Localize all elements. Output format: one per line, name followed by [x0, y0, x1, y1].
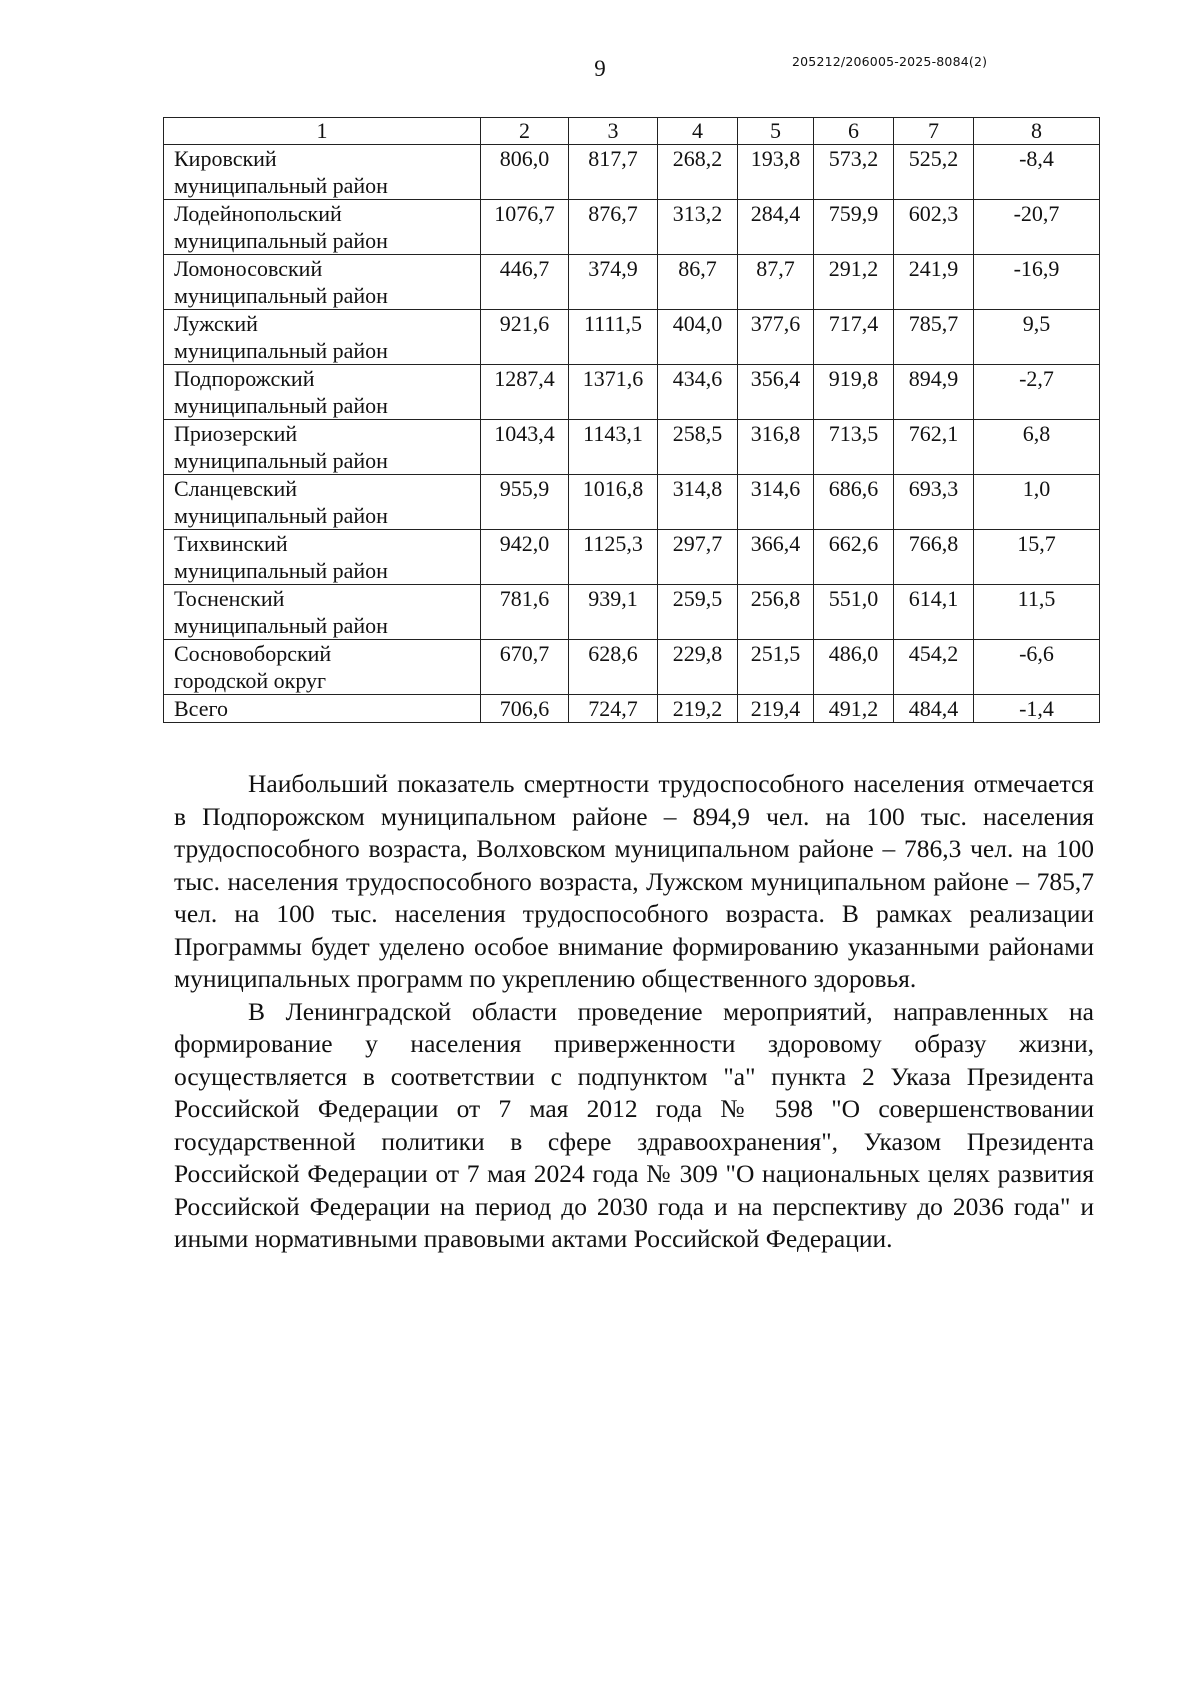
- value-cell: 314,8: [658, 475, 738, 530]
- total-label: Всего: [164, 695, 481, 723]
- value-cell: 297,7: [658, 530, 738, 585]
- value-cell: 9,5: [974, 310, 1100, 365]
- district-name-line: Сосновоборский: [174, 641, 332, 666]
- value-cell: 573,2: [814, 145, 894, 200]
- district-name: [164, 255, 481, 310]
- value-cell: 256,8: [738, 585, 814, 640]
- value-cell: 284,4: [738, 200, 814, 255]
- value-cell: 87,7: [738, 255, 814, 310]
- value-cell: 817,7: [569, 145, 658, 200]
- district-name: [164, 475, 481, 530]
- value-cell: 693,3: [894, 475, 974, 530]
- value-cell: 717,4: [814, 310, 894, 365]
- table-row: [164, 200, 1100, 255]
- value-cell: 939,1: [569, 585, 658, 640]
- district-type-line: муниципальный район: [174, 338, 388, 363]
- document-id: 205212/206005-2025-8084(2): [792, 54, 988, 69]
- value-cell: 670,7: [481, 640, 569, 695]
- district-type-line: муниципальный район: [174, 613, 388, 638]
- value-cell: 1371,6: [569, 365, 658, 420]
- value-cell: 686,6: [814, 475, 894, 530]
- value-cell: -6,6: [974, 640, 1100, 695]
- district-name: [164, 310, 481, 365]
- value-cell: 259,5: [658, 585, 738, 640]
- table-row: [164, 585, 1100, 640]
- value-cell: 486,0: [814, 640, 894, 695]
- table-row: [164, 530, 1100, 585]
- column-header: 6: [814, 118, 894, 145]
- value-cell: 1125,3: [569, 530, 658, 585]
- value-cell: 434,6: [658, 365, 738, 420]
- value-cell: 1076,7: [481, 200, 569, 255]
- district-type-line: муниципальный район: [174, 283, 388, 308]
- value-cell: 268,2: [658, 145, 738, 200]
- page-number: 9: [594, 56, 606, 81]
- value-cell: 662,6: [814, 530, 894, 585]
- district-name: [164, 530, 481, 585]
- table-row: [164, 420, 1100, 475]
- value-cell: 454,2: [894, 640, 974, 695]
- column-header: 7: [894, 118, 974, 145]
- district-name: [164, 420, 481, 475]
- district-type-line: муниципальный район: [174, 173, 388, 198]
- value-cell: 955,9: [481, 475, 569, 530]
- value-cell: 1043,4: [481, 420, 569, 475]
- value-cell: 921,6: [481, 310, 569, 365]
- value-cell: 766,8: [894, 530, 974, 585]
- table-row: [164, 145, 1100, 200]
- value-cell: 258,5: [658, 420, 738, 475]
- value-cell: 876,7: [569, 200, 658, 255]
- value-cell: 1143,1: [569, 420, 658, 475]
- value-cell: 404,0: [658, 310, 738, 365]
- value-cell: 602,3: [894, 200, 974, 255]
- paragraph: В Ленинградской области проведение мероприятий, направленных на формирование у населения приверженности здоровому образу жизни, осуществляется в соответствии с подпунктом "а" пункта 2 Указа Президента Российской Федерации от 7 мая 2012 года № 598 "О совершенствовании государственной политики в сфере здравоохранения", Указом Президента Российской Федерации от 7 мая 2024 года № 309 "О национальных целях развития Российской Федерации на период до 2030 года и на перспективу до 2036 года" и иными нормативными правовыми актами Российской Федерации.: [174, 996, 1094, 1253]
- value-cell: 525,2: [894, 145, 974, 200]
- value-cell: 374,9: [569, 255, 658, 310]
- value-cell: 6,8: [974, 420, 1100, 475]
- mortality-table: [163, 117, 1100, 723]
- table-row: [164, 310, 1100, 365]
- district-type-line: муниципальный район: [174, 393, 388, 418]
- total-value-cell: 484,4: [894, 695, 974, 723]
- value-cell: 193,8: [738, 145, 814, 200]
- district-name-line: Ломоносовский: [174, 256, 323, 281]
- value-cell: -20,7: [974, 200, 1100, 255]
- total-value-cell: 724,7: [569, 695, 658, 723]
- district-type-line: муниципальный район: [174, 228, 388, 253]
- body-text: [174, 768, 1094, 1256]
- total-value-cell: -1,4: [974, 695, 1100, 723]
- value-cell: 713,5: [814, 420, 894, 475]
- value-cell: 785,7: [894, 310, 974, 365]
- value-cell: 316,8: [738, 420, 814, 475]
- value-cell: 229,8: [658, 640, 738, 695]
- value-cell: 762,1: [894, 420, 974, 475]
- column-header: 2: [481, 118, 569, 145]
- value-cell: 551,0: [814, 585, 894, 640]
- total-value-cell: 219,2: [658, 695, 738, 723]
- value-cell: 1,0: [974, 475, 1100, 530]
- district-name-line: Лодейнопольский: [174, 201, 342, 226]
- district-type-line: муниципальный район: [174, 448, 388, 473]
- district-name: [164, 365, 481, 420]
- value-cell: 781,6: [481, 585, 569, 640]
- district-name-line: Тихвинский: [174, 531, 288, 556]
- table-header-row: [164, 118, 1100, 145]
- value-cell: 942,0: [481, 530, 569, 585]
- total-row: [164, 695, 1100, 723]
- value-cell: 86,7: [658, 255, 738, 310]
- total-value-cell: 491,2: [814, 695, 894, 723]
- value-cell: 251,5: [738, 640, 814, 695]
- district-name: [164, 585, 481, 640]
- district-name-line: Тосненский: [174, 586, 285, 611]
- district-name-line: Приозерский: [174, 421, 298, 446]
- value-cell: 1111,5: [569, 310, 658, 365]
- paragraph: Наибольший показатель смертности трудоспособного населения отмечается в Подпорожском муниципальном районе – 894,9 чел. на 100 тыс. населения трудоспособного возраста, Волховском муниципальном районе – 786,3 чел. на 100 тыс. населения трудоспособного возраста, Лужском муниципальном районе – 785,7 чел. на 100 тыс. населения трудоспособного возраста. В рамках реализации Программы будет уделено особое внимание формированию указанными районами муниципальных программ по укреплению общественного здоровья.: [174, 769, 1094, 993]
- column-header: 1: [164, 118, 481, 145]
- district-name: [164, 200, 481, 255]
- value-cell: 614,1: [894, 585, 974, 640]
- value-cell: 894,9: [894, 365, 974, 420]
- district-name: [164, 145, 481, 200]
- table-row: [164, 255, 1100, 310]
- total-value-cell: 706,6: [481, 695, 569, 723]
- value-cell: 919,8: [814, 365, 894, 420]
- value-cell: 806,0: [481, 145, 569, 200]
- table-row: [164, 365, 1100, 420]
- value-cell: 759,9: [814, 200, 894, 255]
- value-cell: -8,4: [974, 145, 1100, 200]
- value-cell: -16,9: [974, 255, 1100, 310]
- value-cell: 446,7: [481, 255, 569, 310]
- district-name-line: Сланцевский: [174, 476, 297, 501]
- value-cell: 628,6: [569, 640, 658, 695]
- district-type-line: муниципальный район: [174, 503, 388, 528]
- value-cell: 241,9: [894, 255, 974, 310]
- value-cell: -2,7: [974, 365, 1100, 420]
- district-name-line: Лужский: [174, 311, 258, 336]
- district-name-line: Кировский: [174, 146, 277, 171]
- column-header: 8: [974, 118, 1100, 145]
- column-header: 5: [738, 118, 814, 145]
- district-name: [164, 640, 481, 695]
- total-value-cell: 219,4: [738, 695, 814, 723]
- district-type-line: городской округ: [174, 668, 327, 693]
- column-header: 4: [658, 118, 738, 145]
- table-row: [164, 475, 1100, 530]
- value-cell: 377,6: [738, 310, 814, 365]
- column-header: 3: [569, 118, 658, 145]
- value-cell: 1016,8: [569, 475, 658, 530]
- table-row: [164, 640, 1100, 695]
- value-cell: 313,2: [658, 200, 738, 255]
- value-cell: 15,7: [974, 530, 1100, 585]
- value-cell: 366,4: [738, 530, 814, 585]
- district-type-line: муниципальный район: [174, 558, 388, 583]
- value-cell: 314,6: [738, 475, 814, 530]
- value-cell: 291,2: [814, 255, 894, 310]
- district-name-line: Подпорожский: [174, 366, 315, 391]
- value-cell: 11,5: [974, 585, 1100, 640]
- value-cell: 1287,4: [481, 365, 569, 420]
- value-cell: 356,4: [738, 365, 814, 420]
